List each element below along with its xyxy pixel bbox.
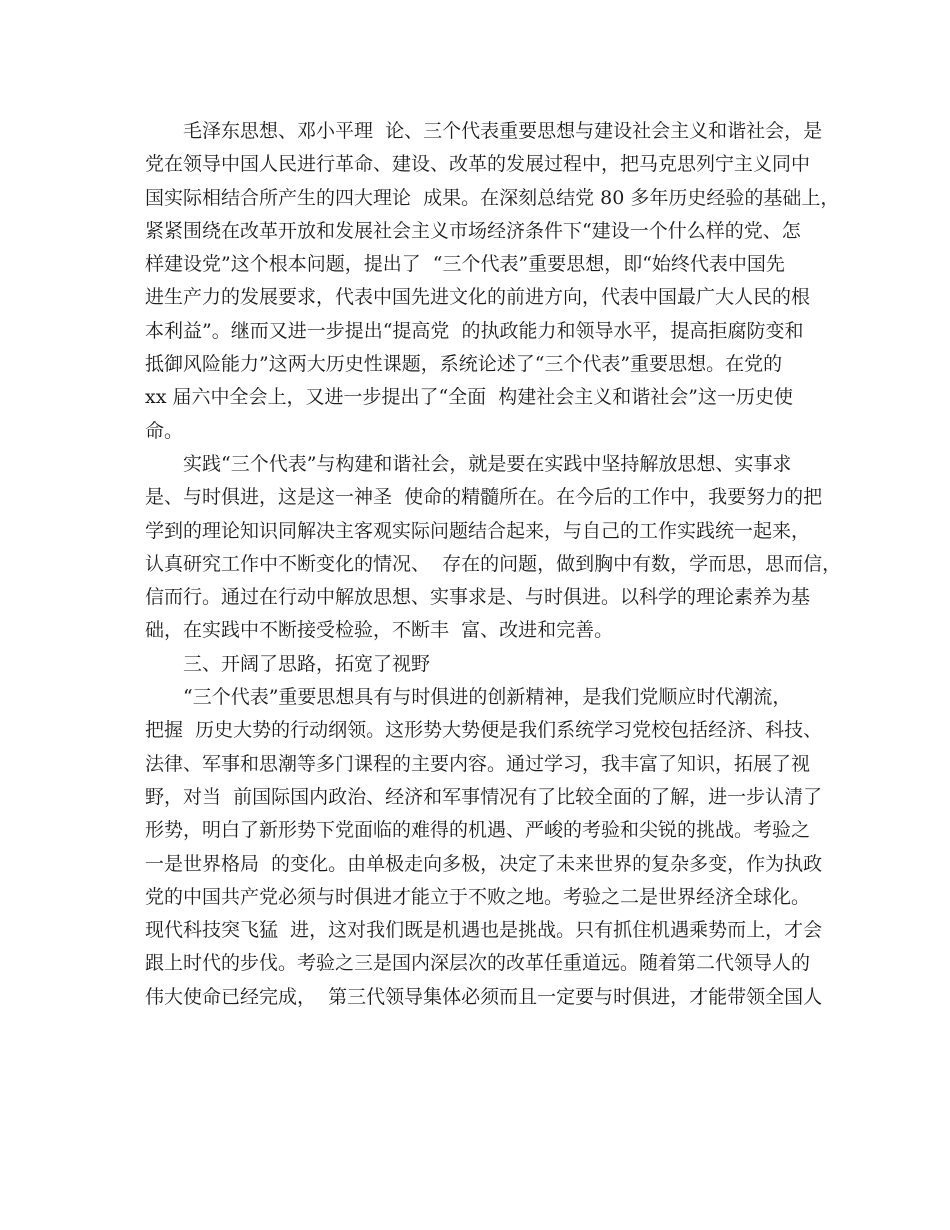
text-line: 学到的理论知识同解决主客观实际问题结合起来，与自己的工作实践统一起来， xyxy=(145,519,811,542)
text-line: 现代科技突飞猛 进，这对我们既是机遇也是挑战。只有抓住机遇乘势而上，才会 xyxy=(145,919,823,942)
text-line: 野，对当 前国际国内政治、经济和军事情况有了比较全面的了解，进一步认清了 xyxy=(145,785,823,808)
text-line: 样建设党”这个根本问题，提出了 “三个代表”重要思想，即“始终代表中国先 xyxy=(145,253,785,276)
text-line: 进生产力的发展要求，代表中国先进文化的前进方向，代表中国最广大人民的根 xyxy=(145,286,811,309)
text-line: 国实际相结合所产生的四大理论 成果。在深刻总结党 80 多年历史经验的基础上， xyxy=(145,186,840,209)
text-line: 法律、军事和思潮等多门课程的主要内容。通过学习，我丰富了知识，拓展了视 xyxy=(145,752,811,775)
text-line: 跟上时代的步伐。考验之三是国内深层次的改革任重道远。随着第二代领导人的 xyxy=(145,952,811,975)
text-line: 党在领导中国人民进行革命、建设、改革的发展过程中，把马克思列宁主义同中 xyxy=(145,153,811,176)
text-line: 三、开阔了思路，拓宽了视野 xyxy=(183,652,431,675)
text-line: 紧紧围绕在改革开放和发展社会主义市场经济条件下“建设一个什么样的党、怎 xyxy=(145,219,801,242)
text-line: 形势，明白了新形势下党面临的难得的机遇、严峻的考验和尖锐的挑战。考验之 xyxy=(145,819,811,842)
text-line: 实践“三个代表”与构建和谐社会，就是要在实践中坚持解放思想、实事求 xyxy=(183,452,792,475)
text-line: 党的中国共产党必须与时俱进才能立于不败之地。考验之二是世界经济全球化。 xyxy=(145,885,811,908)
text-line: xx 届六中全会上，又进一步提出了“全面 构建社会主义和谐社会”这一历史使 xyxy=(145,386,793,409)
text-line: 伟大使命已经完成， 第三代领导集体必须而且一定要与时俱进，才能带领全国人 xyxy=(145,985,823,1008)
text-line: 本利益”。继而又进一步提出“提高党 的执政能力和领导水平，提高拒腐防变和 xyxy=(145,319,804,342)
text-line: 命。 xyxy=(145,419,184,442)
text-line: 把握 历史大势的行动纲领。这形势大势便是我们系统学习党校包括经济、科技、 xyxy=(145,719,823,742)
text-line: 是、与时俱进，这是这一神圣 使命的精髓所在。在今后的工作中，我要努力的把 xyxy=(145,486,823,509)
text-line: “三个代表”重要思想具有与时俱进的创新精神，是我们党顺应时代潮流， xyxy=(183,686,792,709)
text-line: 信而行。通过在行动中解放思想、实事求是、与时俱进。以科学的理论素养为基 xyxy=(145,586,811,609)
text-line: 认真研究工作中不断变化的情况、 存在的问题，做到胸中有数，学而思，思而信， xyxy=(145,552,842,575)
text-line: 础，在实践中不断接受检验，不断丰 富、改进和完善。 xyxy=(145,619,614,642)
document-body xyxy=(145,115,842,1014)
text-line: 毛泽东思想、邓小平理 论、三个代表重要思想与建设社会主义和谐社会，是 xyxy=(183,120,823,142)
text-line: 抵御风险能力”这两大历史性课题，系统论述了“三个代表”重要思想。在党的 xyxy=(145,353,783,376)
text-line: 一是世界格局 的变化。由单极走向多极，决定了未来世界的复杂多变，作为执政 xyxy=(145,852,823,875)
